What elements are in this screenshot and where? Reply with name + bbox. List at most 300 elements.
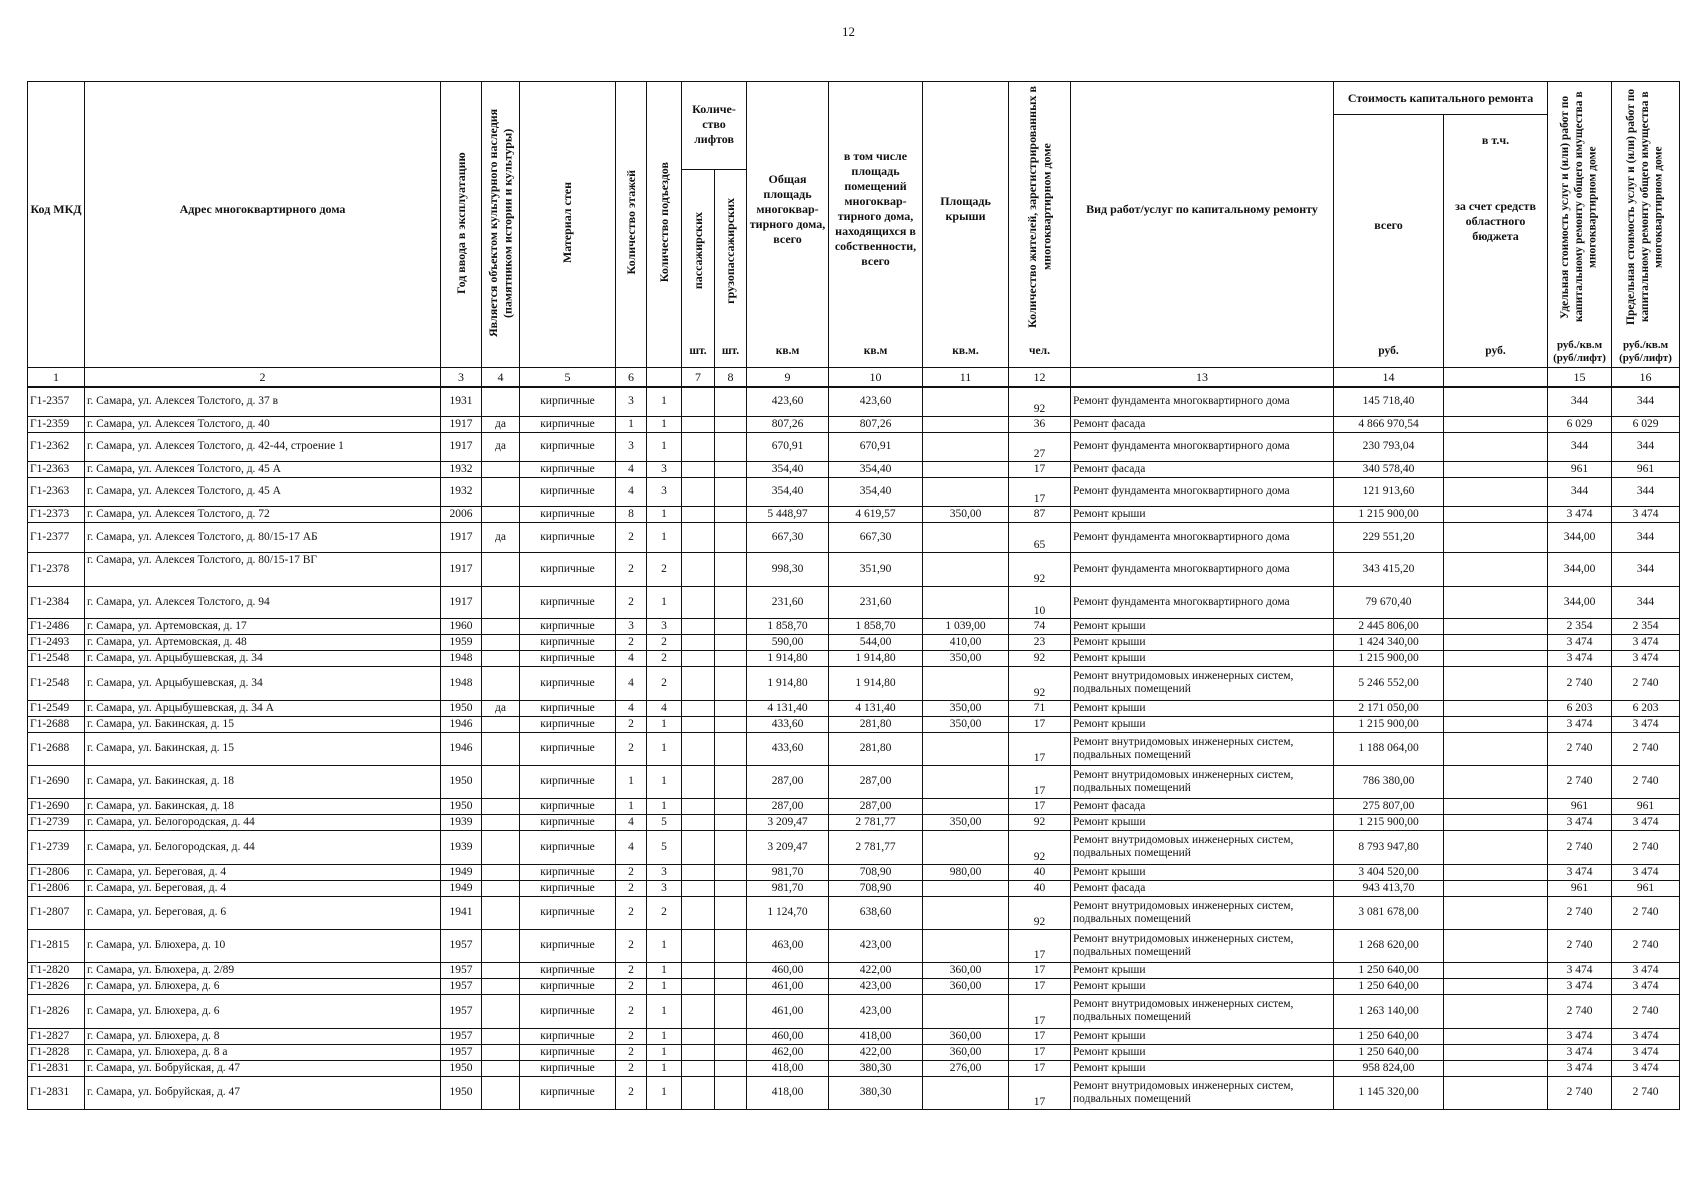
- owned-area-cell: 231,60: [829, 586, 923, 618]
- owned-area-cell: 351,90: [829, 552, 923, 586]
- table-row: [28, 650, 1680, 666]
- roof-area-cell: [923, 387, 1009, 416]
- unit-cost-cell: 6 029: [1548, 416, 1612, 432]
- residents-cell: 17: [1009, 765, 1071, 798]
- wall-material-cell: кирпичные: [520, 586, 616, 618]
- mkd-code-cell: Г1-2739: [28, 830, 85, 864]
- heritage-cell: да: [482, 522, 520, 552]
- unit-cost-cell: 3 474: [1548, 506, 1612, 522]
- floors-cell: 2: [616, 929, 647, 962]
- work-type-cell: Ремонт крыши: [1071, 1044, 1334, 1060]
- header-unit-cost: [1548, 82, 1612, 337]
- column-number: 13: [1071, 368, 1334, 388]
- wall-material-cell: кирпичные: [520, 650, 616, 666]
- max-cost-cell: 344: [1612, 387, 1680, 416]
- total-area-cell: 354,40: [747, 461, 829, 477]
- lifts-cargo-cell: [715, 814, 747, 830]
- year-cell: 1917: [441, 432, 482, 461]
- header-cost-total: всего: [1334, 115, 1444, 337]
- wall-material-cell: кирпичные: [520, 700, 616, 716]
- floors-cell: 2: [616, 994, 647, 1028]
- lifts-passenger-cell: [682, 929, 715, 962]
- total-area-cell: 5 448,97: [747, 506, 829, 522]
- owned-area-cell: 418,00: [829, 1028, 923, 1044]
- address-cell: г. Самара, ул. Бакинская, д. 15: [85, 716, 441, 732]
- unit-cell: руб./кв.м (руб/лифт): [1548, 336, 1612, 368]
- cost-total-cell: 230 793,04: [1334, 432, 1444, 461]
- header-walls-text: Материал стен: [560, 181, 575, 264]
- total-area-cell: 461,00: [747, 978, 829, 994]
- work-type-cell: Ремонт крыши: [1071, 650, 1334, 666]
- table-row: [28, 1044, 1680, 1060]
- year-cell: 1950: [441, 798, 482, 814]
- address-cell: г. Самара, ул. Алексея Толстого, д. 94: [85, 586, 441, 618]
- residents-cell: 74: [1009, 618, 1071, 634]
- unit-cost-cell: 961: [1548, 880, 1612, 896]
- cost-total-cell: 1 250 640,00: [1334, 978, 1444, 994]
- mkd-code-cell: Г1-2688: [28, 732, 85, 765]
- lifts-passenger-cell: [682, 814, 715, 830]
- owned-area-cell: 287,00: [829, 765, 923, 798]
- heritage-cell: [482, 880, 520, 896]
- table-row: [28, 732, 1680, 765]
- owned-area-cell: 423,00: [829, 994, 923, 1028]
- mkd-code-cell: Г1-2357: [28, 387, 85, 416]
- header-max-cost: [1612, 82, 1680, 337]
- lifts-passenger-cell: [682, 477, 715, 506]
- unit-cell-empty: [85, 336, 441, 368]
- residents-cell: 92: [1009, 814, 1071, 830]
- mkd-code-cell: Г1-2359: [28, 416, 85, 432]
- year-cell: 1939: [441, 814, 482, 830]
- floors-cell: 4: [616, 477, 647, 506]
- address-cell: г. Самара, ул. Блюхера, д. 8: [85, 1028, 441, 1044]
- owned-area-cell: 422,00: [829, 1044, 923, 1060]
- entrances-cell: 5: [647, 814, 682, 830]
- floors-cell: 3: [616, 618, 647, 634]
- entrances-cell: 1: [647, 1044, 682, 1060]
- address-cell: г. Самара, ул. Береговая, д. 6: [85, 896, 441, 929]
- column-number: 5: [520, 368, 616, 388]
- floors-cell: 2: [616, 978, 647, 994]
- address-cell: г. Самара, ул. Блюхера, д. 10: [85, 929, 441, 962]
- cost-total-cell: 943 413,70: [1334, 880, 1444, 896]
- work-type-cell: Ремонт крыши: [1071, 814, 1334, 830]
- total-area-cell: 418,00: [747, 1076, 829, 1109]
- cost-total-cell: 3 081 678,00: [1334, 896, 1444, 929]
- year-cell: 1957: [441, 994, 482, 1028]
- table-row: [28, 994, 1680, 1028]
- floors-cell: 1: [616, 765, 647, 798]
- lifts-passenger-cell: [682, 432, 715, 461]
- roof-area-cell: [923, 477, 1009, 506]
- cost-total-cell: 1 268 620,00: [1334, 929, 1444, 962]
- column-number: 2: [85, 368, 441, 388]
- roof-area-cell: [923, 552, 1009, 586]
- year-cell: 1950: [441, 1076, 482, 1109]
- owned-area-cell: 281,80: [829, 716, 923, 732]
- address-cell: г. Самара, ул. Алексея Толстого, д. 42-44, строение 1: [85, 432, 441, 461]
- cost-budget-cell: [1444, 732, 1548, 765]
- floors-cell: 2: [616, 1044, 647, 1060]
- owned-area-cell: 354,40: [829, 461, 923, 477]
- total-area-cell: 4 131,40: [747, 700, 829, 716]
- header-heritage-text: Является объектом культурного наследия (памятником истории и культуры): [486, 108, 515, 337]
- mkd-code-cell: Г1-2826: [28, 978, 85, 994]
- cost-budget-cell: [1444, 618, 1548, 634]
- roof-area-cell: 350,00: [923, 814, 1009, 830]
- roof-area-cell: 1 039,00: [923, 618, 1009, 634]
- roof-area-cell: [923, 432, 1009, 461]
- residents-cell: 40: [1009, 880, 1071, 896]
- mkd-code-cell: Г1-2820: [28, 962, 85, 978]
- residents-cell: 17: [1009, 1076, 1071, 1109]
- lifts-cargo-cell: [715, 978, 747, 994]
- entrances-cell: 1: [647, 962, 682, 978]
- lifts-passenger-cell: [682, 552, 715, 586]
- address-cell: г. Самара, ул. Белогородская, д. 44: [85, 814, 441, 830]
- heritage-cell: [482, 978, 520, 994]
- address-cell: г. Самара, ул. Алексея Толстого, д. 37 в: [85, 387, 441, 416]
- lifts-passenger-cell: [682, 765, 715, 798]
- lifts-passenger-cell: [682, 1028, 715, 1044]
- year-cell: 1957: [441, 1028, 482, 1044]
- unit-cost-cell: 3 474: [1548, 864, 1612, 880]
- address-cell: г. Самара, ул. Арцыбушевская, д. 34 А: [85, 700, 441, 716]
- heritage-cell: [482, 461, 520, 477]
- mkd-code-cell: Г1-2826: [28, 994, 85, 1028]
- cost-budget-cell: [1444, 1044, 1548, 1060]
- unit-cost-cell: 3 474: [1548, 814, 1612, 830]
- address-cell: г. Самара, ул. Белогородская, д. 44: [85, 830, 441, 864]
- column-number: 14: [1334, 368, 1444, 388]
- lifts-cargo-cell: [715, 798, 747, 814]
- max-cost-cell: 6 203: [1612, 700, 1680, 716]
- cost-budget-cell: [1444, 650, 1548, 666]
- entrances-cell: 5: [647, 830, 682, 864]
- mkd-code-cell: Г1-2373: [28, 506, 85, 522]
- cost-total-cell: 1 250 640,00: [1334, 1028, 1444, 1044]
- entrances-cell: 1: [647, 522, 682, 552]
- work-type-cell: Ремонт крыши: [1071, 700, 1334, 716]
- header-residents: [1009, 82, 1071, 337]
- heritage-cell: [482, 798, 520, 814]
- max-cost-cell: 3 474: [1612, 962, 1680, 978]
- entrances-cell: 2: [647, 552, 682, 586]
- header-code: Код МКД: [28, 82, 85, 337]
- entrances-cell: 1: [647, 765, 682, 798]
- owned-area-cell: 423,00: [829, 929, 923, 962]
- work-type-cell: Ремонт крыши: [1071, 1060, 1334, 1076]
- total-area-cell: 3 209,47: [747, 814, 829, 830]
- cost-total-cell: 2 445 806,00: [1334, 618, 1444, 634]
- residents-cell: 92: [1009, 896, 1071, 929]
- table-row: [28, 880, 1680, 896]
- wall-material-cell: кирпичные: [520, 732, 616, 765]
- max-cost-cell: 344: [1612, 522, 1680, 552]
- address-cell: г. Самара, ул. Блюхера, д. 2/89: [85, 962, 441, 978]
- year-cell: 2006: [441, 506, 482, 522]
- entrances-cell: 3: [647, 618, 682, 634]
- max-cost-cell: 3 474: [1612, 814, 1680, 830]
- entrances-cell: 1: [647, 416, 682, 432]
- cost-budget-cell: [1444, 929, 1548, 962]
- lifts-passenger-cell: [682, 650, 715, 666]
- column-number: 15: [1548, 368, 1612, 388]
- cost-budget-cell: [1444, 432, 1548, 461]
- entrances-cell: 2: [647, 634, 682, 650]
- owned-area-cell: 380,30: [829, 1060, 923, 1076]
- lifts-passenger-cell: [682, 634, 715, 650]
- max-cost-cell: 2 740: [1612, 896, 1680, 929]
- lifts-passenger-cell: [682, 416, 715, 432]
- max-cost-cell: 2 740: [1612, 1076, 1680, 1109]
- cost-total-cell: 958 824,00: [1334, 1060, 1444, 1076]
- lifts-passenger-cell: [682, 666, 715, 700]
- unit-cost-cell: 344: [1548, 387, 1612, 416]
- lifts-cargo-cell: [715, 634, 747, 650]
- column-number: 3: [441, 368, 482, 388]
- unit-cell: кв.м: [747, 336, 829, 368]
- unit-cost-cell: 344,00: [1548, 552, 1612, 586]
- wall-material-cell: кирпичные: [520, 929, 616, 962]
- year-cell: 1950: [441, 1060, 482, 1076]
- heritage-cell: [482, 506, 520, 522]
- roof-area-cell: [923, 798, 1009, 814]
- work-type-cell: Ремонт крыши: [1071, 506, 1334, 522]
- work-type-cell: Ремонт фасада: [1071, 798, 1334, 814]
- header-lifts-passenger: [682, 169, 715, 336]
- owned-area-cell: 4 619,57: [829, 506, 923, 522]
- roof-area-cell: 350,00: [923, 700, 1009, 716]
- unit-cost-cell: 961: [1548, 461, 1612, 477]
- entrances-cell: 1: [647, 387, 682, 416]
- cost-budget-cell: [1444, 830, 1548, 864]
- entrances-cell: 3: [647, 461, 682, 477]
- heritage-cell: да: [482, 432, 520, 461]
- work-type-cell: Ремонт фундамента многоквартирного дома: [1071, 477, 1334, 506]
- cost-budget-cell: [1444, 1060, 1548, 1076]
- mkd-code-cell: Г1-2815: [28, 929, 85, 962]
- table-row: [28, 962, 1680, 978]
- lifts-cargo-cell: [715, 1028, 747, 1044]
- wall-material-cell: кирпичные: [520, 798, 616, 814]
- wall-material-cell: кирпичные: [520, 618, 616, 634]
- heritage-cell: [482, 477, 520, 506]
- address-cell: г. Самара, ул. Алексея Толстого, д. 80/15-17 ВГ: [85, 552, 441, 586]
- total-area-cell: 1 914,80: [747, 650, 829, 666]
- roof-area-cell: [923, 666, 1009, 700]
- address-cell: г. Самара, ул. Бобруйская, д. 47: [85, 1060, 441, 1076]
- roof-area-cell: [923, 461, 1009, 477]
- owned-area-cell: 1 914,80: [829, 650, 923, 666]
- year-cell: 1931: [441, 387, 482, 416]
- cost-total-cell: 1 215 900,00: [1334, 716, 1444, 732]
- entrances-cell: 1: [647, 586, 682, 618]
- owned-area-cell: 670,91: [829, 432, 923, 461]
- entrances-cell: 1: [647, 732, 682, 765]
- owned-area-cell: 423,60: [829, 387, 923, 416]
- unit-cost-cell: 2 740: [1548, 929, 1612, 962]
- mkd-code-cell: Г1-2831: [28, 1060, 85, 1076]
- heritage-cell: [482, 666, 520, 700]
- mkd-code-cell: Г1-2486: [28, 618, 85, 634]
- residents-cell: 92: [1009, 666, 1071, 700]
- lifts-passenger-cell: [682, 586, 715, 618]
- entrances-cell: 2: [647, 666, 682, 700]
- lifts-passenger-cell: [682, 732, 715, 765]
- heritage-cell: [482, 864, 520, 880]
- total-area-cell: 998,30: [747, 552, 829, 586]
- floors-cell: 2: [616, 634, 647, 650]
- roof-area-cell: 350,00: [923, 716, 1009, 732]
- roof-area-cell: [923, 765, 1009, 798]
- work-type-cell: Ремонт внутридомовых инженерных систем, подвальных помещений: [1071, 929, 1334, 962]
- wall-material-cell: кирпичные: [520, 634, 616, 650]
- unit-cost-cell: 2 740: [1548, 830, 1612, 864]
- cost-total-cell: 343 415,20: [1334, 552, 1444, 586]
- roof-area-cell: 360,00: [923, 1044, 1009, 1060]
- owned-area-cell: 667,30: [829, 522, 923, 552]
- cost-budget-cell: [1444, 880, 1548, 896]
- mkd-code-cell: Г1-2807: [28, 896, 85, 929]
- year-cell: 1948: [441, 650, 482, 666]
- total-area-cell: 418,00: [747, 1060, 829, 1076]
- floors-cell: 8: [616, 506, 647, 522]
- year-cell: 1960: [441, 618, 482, 634]
- table-row: [28, 461, 1680, 477]
- lifts-cargo-cell: [715, 416, 747, 432]
- unit-cell: руб./кв.м (руб/лифт): [1612, 336, 1680, 368]
- cost-total-cell: 2 171 050,00: [1334, 700, 1444, 716]
- lifts-cargo-cell: [715, 864, 747, 880]
- lifts-cargo-cell: [715, 666, 747, 700]
- unit-cost-cell: 3 474: [1548, 1044, 1612, 1060]
- max-cost-cell: 961: [1612, 880, 1680, 896]
- column-number: 16: [1612, 368, 1680, 388]
- header-cost: Стоимость капитального ремонта: [1334, 82, 1548, 115]
- unit-cell: кв.м: [829, 336, 923, 368]
- entrances-cell: 1: [647, 798, 682, 814]
- column-number: [647, 368, 682, 388]
- table-row: [28, 1076, 1680, 1109]
- unit-cost-cell: 3 474: [1548, 978, 1612, 994]
- mkd-code-cell: Г1-2548: [28, 666, 85, 700]
- owned-area-cell: 380,30: [829, 1076, 923, 1109]
- year-cell: 1917: [441, 416, 482, 432]
- heritage-cell: [482, 962, 520, 978]
- year-cell: 1932: [441, 477, 482, 506]
- roof-area-cell: [923, 994, 1009, 1028]
- cost-total-cell: 275 807,00: [1334, 798, 1444, 814]
- residents-cell: 17: [1009, 1044, 1071, 1060]
- cost-budget-cell: [1444, 387, 1548, 416]
- unit-cell: кв.м.: [923, 336, 1009, 368]
- work-type-cell: Ремонт внутридомовых инженерных систем, подвальных помещений: [1071, 830, 1334, 864]
- roof-area-cell: [923, 732, 1009, 765]
- total-area-cell: 462,00: [747, 1044, 829, 1060]
- heritage-cell: [482, 1060, 520, 1076]
- owned-area-cell: 544,00: [829, 634, 923, 650]
- heritage-cell: да: [482, 416, 520, 432]
- residents-cell: 92: [1009, 552, 1071, 586]
- table-row: [28, 1028, 1680, 1044]
- unit-cell: чел.: [1009, 336, 1071, 368]
- entrances-cell: 4: [647, 700, 682, 716]
- year-cell: 1950: [441, 700, 482, 716]
- total-area-cell: 3 209,47: [747, 830, 829, 864]
- heritage-cell: [482, 1076, 520, 1109]
- cost-budget-cell: [1444, 716, 1548, 732]
- address-cell: г. Самара, ул. Береговая, д. 4: [85, 880, 441, 896]
- year-cell: 1946: [441, 732, 482, 765]
- unit-cost-cell: 2 740: [1548, 994, 1612, 1028]
- wall-material-cell: кирпичные: [520, 814, 616, 830]
- roof-area-cell: 276,00: [923, 1060, 1009, 1076]
- lifts-passenger-cell: [682, 618, 715, 634]
- floors-cell: 2: [616, 1028, 647, 1044]
- max-cost-cell: 6 029: [1612, 416, 1680, 432]
- address-cell: г. Самара, ул. Береговая, д. 4: [85, 864, 441, 880]
- residents-cell: 17: [1009, 929, 1071, 962]
- mkd-code-cell: Г1-2377: [28, 522, 85, 552]
- cost-budget-cell: [1444, 461, 1548, 477]
- address-cell: г. Самара, ул. Арцыбушевская, д. 34: [85, 666, 441, 700]
- roof-area-cell: [923, 522, 1009, 552]
- column-number: 8: [715, 368, 747, 388]
- cost-budget-cell: [1444, 522, 1548, 552]
- work-type-cell: Ремонт крыши: [1071, 618, 1334, 634]
- table-row: [28, 586, 1680, 618]
- address-cell: г. Самара, ул. Алексея Толстого, д. 40: [85, 416, 441, 432]
- cost-budget-cell: [1444, 798, 1548, 814]
- max-cost-cell: 2 740: [1612, 732, 1680, 765]
- entrances-cell: 3: [647, 864, 682, 880]
- entrances-cell: 1: [647, 1028, 682, 1044]
- residents-cell: 10: [1009, 586, 1071, 618]
- mkd-code-cell: Г1-2378: [28, 552, 85, 586]
- wall-material-cell: кирпичные: [520, 765, 616, 798]
- max-cost-cell: 961: [1612, 461, 1680, 477]
- lifts-cargo-cell: [715, 618, 747, 634]
- max-cost-cell: 3 474: [1612, 634, 1680, 650]
- lifts-cargo-cell: [715, 732, 747, 765]
- total-area-cell: 463,00: [747, 929, 829, 962]
- entrances-cell: 1: [647, 432, 682, 461]
- lifts-passenger-cell: [682, 461, 715, 477]
- lifts-cargo-cell: [715, 880, 747, 896]
- year-cell: 1950: [441, 765, 482, 798]
- lifts-passenger-cell: [682, 864, 715, 880]
- mkd-code-cell: Г1-2493: [28, 634, 85, 650]
- table-row: [28, 416, 1680, 432]
- work-type-cell: Ремонт фасада: [1071, 416, 1334, 432]
- mkd-code-cell: Г1-2806: [28, 880, 85, 896]
- wall-material-cell: кирпичные: [520, 522, 616, 552]
- address-cell: г. Самара, ул. Бакинская, д. 18: [85, 798, 441, 814]
- total-area-cell: 354,40: [747, 477, 829, 506]
- residents-cell: 17: [1009, 732, 1071, 765]
- table-row: [28, 552, 1680, 586]
- max-cost-cell: 3 474: [1612, 1044, 1680, 1060]
- mkd-code-cell: Г1-2828: [28, 1044, 85, 1060]
- floors-cell: 2: [616, 552, 647, 586]
- residents-cell: 17: [1009, 1028, 1071, 1044]
- header-lifts-cargo-text: грузопассажирских: [723, 197, 738, 304]
- lifts-cargo-cell: [715, 830, 747, 864]
- total-area-cell: 460,00: [747, 962, 829, 978]
- column-number: 11: [923, 368, 1009, 388]
